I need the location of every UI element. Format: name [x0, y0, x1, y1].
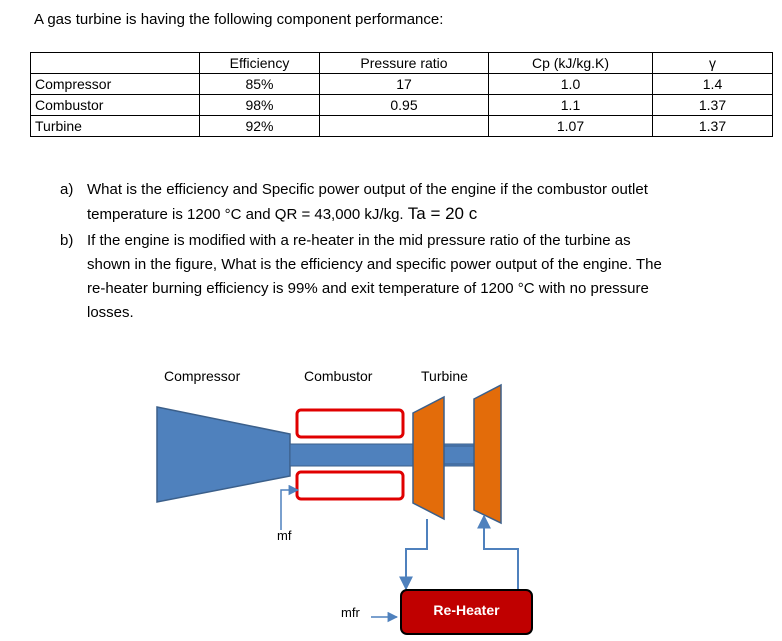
table-header-cell: Pressure ratio	[320, 53, 489, 74]
combustor-chamber-bottom	[297, 472, 403, 499]
ambient-temperature: Ta = 20 c	[407, 204, 478, 223]
turbine-label: Turbine	[421, 368, 468, 384]
table-cell: 1.0	[489, 74, 653, 95]
question-b-line4: losses.	[87, 304, 134, 321]
table-cell: Turbine	[31, 116, 200, 137]
fuel-arrow	[281, 490, 298, 530]
table-cell: 1.37	[653, 116, 773, 137]
turbine-stage-1	[413, 397, 444, 519]
table-cell: 1.37	[653, 95, 773, 116]
turbine-stage-2	[474, 385, 501, 523]
question-b-line1: If the engine is modified with a re-heater in the mid pressure ratio of the turbine as	[87, 232, 631, 249]
table-cell: 92%	[200, 116, 320, 137]
intro-text: A gas turbine is having the following component performance:	[34, 11, 444, 28]
table-cell: Compressor	[31, 74, 200, 95]
table-header-cell: Cp (kJ/kg.K)	[489, 53, 653, 74]
table-cell: 17	[320, 74, 489, 95]
table-cell: 0.95	[320, 95, 489, 116]
table-header-cell: Efficiency	[200, 53, 320, 74]
reheater-label: Re-Heater	[433, 602, 500, 618]
question-a-label: a)	[60, 181, 74, 198]
compressor-shape	[157, 407, 290, 502]
table-header-cell: γ	[653, 53, 773, 74]
combustor-label: Combustor	[304, 368, 373, 384]
table-cell: 98%	[200, 95, 320, 116]
reheater-return-line	[484, 516, 518, 589]
question-b-line2: shown in the figure, What is the efficiency and specific power output of the engine. The	[87, 256, 662, 273]
fuel-label-mf: mf	[277, 528, 292, 543]
shaft-connector	[444, 446, 474, 464]
table-cell: 85%	[200, 74, 320, 95]
table-cell: 1.1	[489, 95, 653, 116]
compressor-label: Compressor	[164, 368, 241, 384]
question-b-line3: re-heater burning efficiency is 99% and exit temperature of 1200 °C with no pressure	[87, 280, 649, 297]
question-a-line1: What is the efficiency and Specific power output of the engine if the combustor outlet	[87, 181, 648, 198]
fuel-label-mfr: mfr	[341, 605, 360, 620]
combustor-chamber-top	[297, 410, 403, 437]
table-cell: 1.07	[489, 116, 653, 137]
question-a-line2-text: temperature is 1200 °C and QR = 43,000 kJ/kg.	[87, 206, 404, 223]
table-cell: Combustor	[31, 95, 200, 116]
question-b-label: b)	[60, 232, 74, 249]
table-cell: 1.4	[653, 74, 773, 95]
reheater-feed-line	[406, 519, 427, 589]
